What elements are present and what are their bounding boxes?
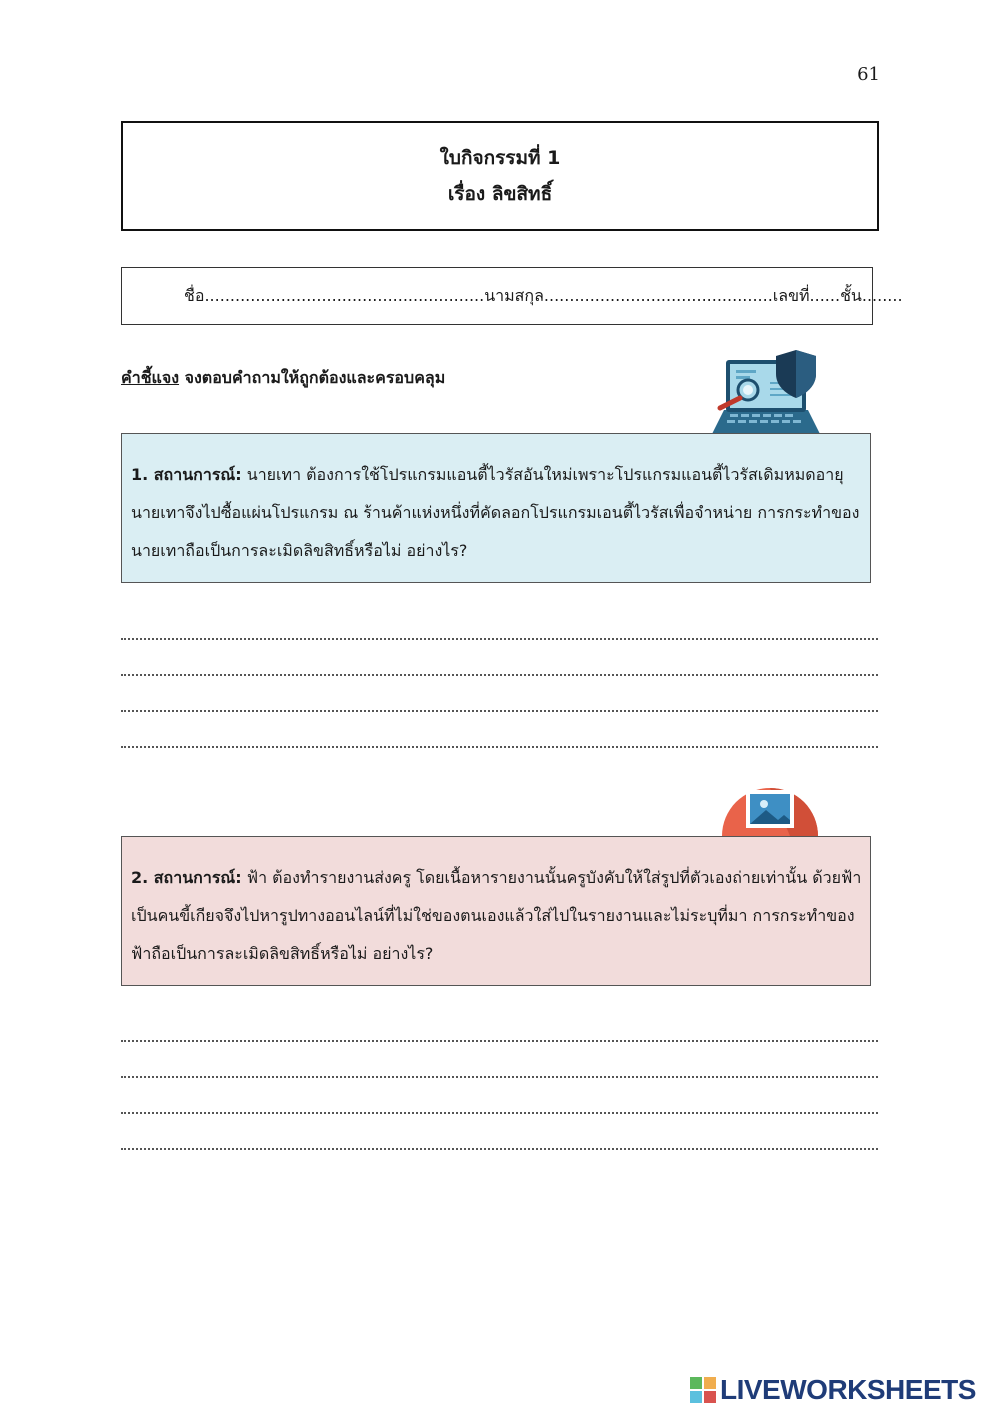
question-1-text: นายเทา ต้องการใช้โปรแกรมแอนตี้ไวรัสอันใหม่เพราะโปรแกรมแอนตี้ไวรัสเดิมหมดอายุ นายเทาจึงไปซื้อแผ่นโปรแกรม ณ ร้านค้าแห่งหนึ่งที่คัดลอกโปรแกรมเอนตี้ไวรัสเพื่อจำหน่าย การกระทำของนายเทาถือเป็นการละเมิดลิขสิทธิ์หรือไม่ อย่างไร? xyxy=(131,465,860,560)
instructions-label: คำชี้แจง xyxy=(121,368,180,387)
question-1-label: 1. สถานการณ์: xyxy=(131,465,242,484)
answer-line-1-3[interactable] xyxy=(121,710,878,712)
liveworksheets-logo xyxy=(690,1374,990,1406)
question-2-label: 2. สถานการณ์: xyxy=(131,868,242,887)
instructions-text: จงตอบคำถามให้ถูกต้องและครอบคลุม xyxy=(179,368,446,387)
student-info-fields: ชื่อ.......................................................นามสกุล.............................................เลขที่......ชั้น........ xyxy=(184,286,903,305)
answer-line-2-3[interactable] xyxy=(121,1112,878,1114)
worksheet-title: ใบกิจกรรมที่ 1 xyxy=(439,147,561,169)
page-number: 61 xyxy=(857,64,880,85)
question-2-text: ฟ้า ต้องทำรายงานส่งครู โดยเนื้อหารายงานนั้นครูบังคับให้ใส่รูปที่ตัวเองถ่ายเท่านั้น ด้วยฟ้าเป็นคนขี้เกียจจึงไปหารูปทางออนไลน์ที่ไม่ใช่ของตนเองแล้วใส่ไปในรายงานและไม่ระบุที่มา การกระทำของฟ้าถือเป็นการละเมิดลิขสิทธิ์หรือไม่ อย่างไร? xyxy=(131,868,862,963)
question-2-box xyxy=(121,836,871,986)
worksheet-subject: เรื่อง ลิขสิทธิ์ xyxy=(447,183,553,205)
instructions xyxy=(121,366,445,391)
answer-line-1-1[interactable] xyxy=(121,638,878,640)
answer-line-2-4[interactable] xyxy=(121,1148,878,1150)
liveworksheets-mark-icon xyxy=(690,1377,716,1403)
worksheet-title-box xyxy=(121,121,879,231)
liveworksheets-brand: LIVEWORKSHEETS xyxy=(720,1374,976,1405)
student-info-box xyxy=(121,267,903,325)
image-icon xyxy=(718,768,822,838)
answer-line-2-1[interactable] xyxy=(121,1040,878,1042)
answer-line-1-4[interactable] xyxy=(121,746,878,748)
answer-line-1-2[interactable] xyxy=(121,674,878,676)
answer-line-2-2[interactable] xyxy=(121,1076,878,1078)
question-1-box xyxy=(121,433,871,583)
laptop-security-icon xyxy=(708,348,824,436)
